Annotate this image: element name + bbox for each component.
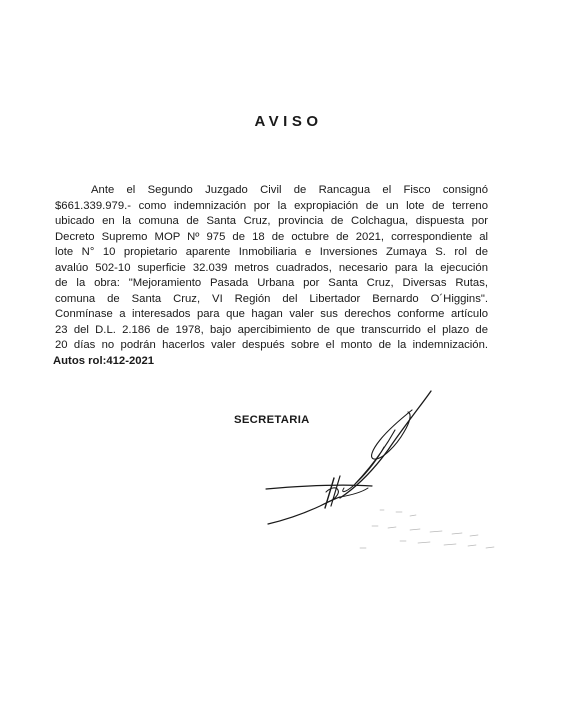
signature-stroke — [340, 488, 368, 497]
signature-stroke — [331, 476, 340, 506]
paragraph-line: comuna de Santa Cruz, VI Región del Libertador Bernardo O´Higgins". — [55, 292, 488, 305]
paragraph-line: lote N° 10 propietario aparente Inmobiliaria e Inversiones Zumaya S. rol de — [55, 246, 488, 258]
signature-stroke — [268, 497, 340, 524]
signature-stroke — [372, 410, 412, 459]
paragraph-line: de la obra: "Mejoramiento Pasada Urbana por Santa Cruz, Diversas Rutas, — [55, 277, 488, 289]
signature-stroke — [326, 488, 338, 502]
paragraph-line: Decreto Supremo MOP Nº 975 de 18 de octubre de 2021, correspondiente al — [55, 230, 488, 243]
signature-stroke — [340, 391, 431, 498]
signature-stroke — [266, 485, 372, 489]
paragraph-line: Conmínase a interesados para que hagan valer sus derechos conforme artículo — [55, 308, 488, 320]
signature-stroke — [325, 478, 334, 508]
paragraph-line: avalúo 502-10 superficie 32.039 metros cuadrados, necesario para la ejecución — [55, 261, 488, 274]
notice-body — [55, 183, 488, 369]
paragraph-line: ubicado en la comuna de Santa Cruz, provincia de Colchagua, dispuesta por — [55, 215, 488, 227]
signature-stroke — [343, 447, 384, 492]
paragraph-line: $661.339.979.- como indemnización por la expropiación de un lote de terreno — [55, 199, 488, 212]
signature-stroke — [355, 430, 395, 484]
signatory-label: SECRETARIA — [234, 414, 310, 426]
paragraph-line: 20 días no podrán hacerlos valer después sobre el monto de la indemnización. — [55, 339, 488, 351]
document-title: AVISO — [254, 113, 323, 130]
paragraph-line: 23 del D.L. 2.186 de 1978, bajo apercibimiento de que transcurrido el plazo de — [55, 323, 488, 336]
case-reference: Autos rol:412-2021 — [53, 354, 155, 367]
paragraph-line: Ante el Segundo Juzgado Civil de Rancagua el Fisco consignó — [91, 184, 488, 196]
